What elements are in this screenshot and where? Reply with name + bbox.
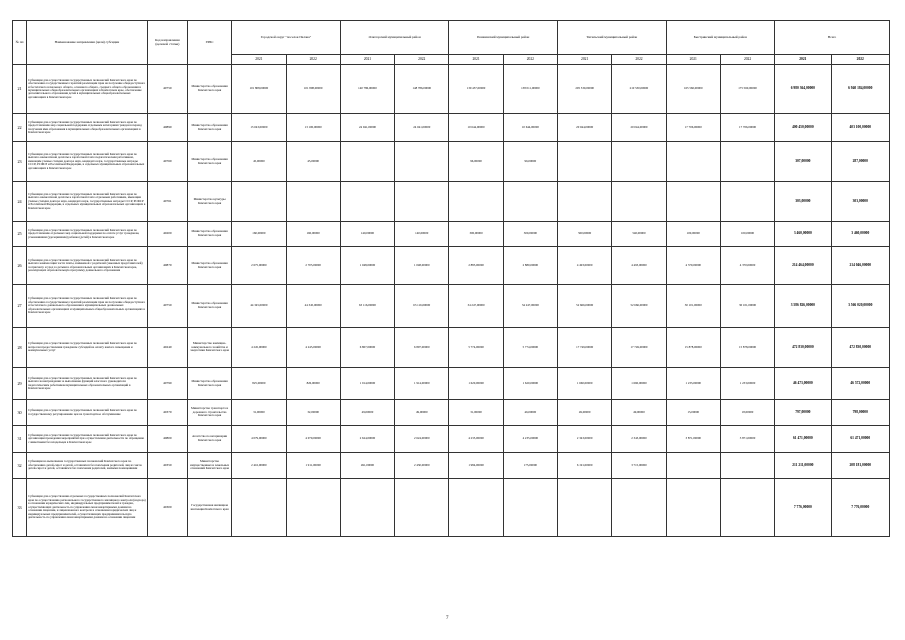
row-value: 49,00000: [612, 400, 666, 426]
table-body: [13, 65, 890, 537]
row-total: 214 046,00000: [831, 247, 890, 285]
row-total: 3 586 826,00000: [775, 285, 831, 328]
row-value: 160,00000: [286, 222, 340, 247]
row-value: [340, 479, 394, 537]
row-code: 40870: [147, 247, 187, 285]
row-total: 472 830,00000: [775, 328, 831, 368]
year-header: 2022: [395, 55, 449, 65]
row-value: 52 666,00000: [612, 285, 666, 328]
row-value: [340, 142, 394, 182]
row-value: 17 749,00000: [558, 328, 612, 368]
row-value: 63 116,00000: [395, 285, 449, 328]
row-value: 3 871,00000: [720, 426, 774, 453]
row-value: 1 984,00000: [449, 453, 503, 479]
year-header: 2022: [720, 55, 774, 65]
row-value: [395, 479, 449, 537]
row-number: 23: [13, 142, 27, 182]
row-value: 1 914,00000: [395, 368, 449, 400]
row-value: 17 706,00000: [720, 114, 774, 142]
row-value: 4 370,00000: [666, 247, 720, 285]
row-value: 138 011,00000: [503, 65, 557, 114]
row-value: [720, 479, 774, 537]
row-subsidy-name: Субвенции для осуществления государственных полномочий Камчатского края по выплате компенсации части платы, взимаемой с родителей (законных представителей) за присмотр и уход за детьми в образовательных организациях в Камчатском крае, реализующих образовательную программу дошкольного образования: [27, 247, 148, 285]
row-subsidy-name: Субвенции для осуществления государственных полномочий Камчатского края по обеспечению государственных гарантий реализации прав на получение общедоступного и бесплатного начального общего, основного общего, среднего общего образования в муниципальных общеобразовательных организациях в Камчатском крае, обеспечение дополнительного образования детей в муниципальных общеобразовательных организациях в Камчатском крае: [27, 65, 148, 114]
row-value: 6 191,00000: [558, 453, 612, 479]
row-total: 61 471,00000: [831, 426, 890, 453]
row-value: 10 644,00000: [449, 114, 503, 142]
row-code: 40300: [147, 479, 187, 537]
row-total: 7 776,00000: [831, 479, 890, 537]
table-row: [13, 285, 890, 328]
row-value: 49,00000: [340, 400, 394, 426]
row-value: 175 560,00000: [720, 65, 774, 114]
row-value: [720, 142, 774, 182]
row-number: 32: [13, 453, 27, 479]
row-value: 4 079,00000: [286, 426, 340, 453]
row-value: 140 786,00000: [340, 65, 394, 114]
row-grbs: Агентство по ветеринарии Камчатского края: [187, 426, 231, 453]
row-value: 2 705,00000: [286, 247, 340, 285]
row-value: 140,00000: [395, 222, 449, 247]
row-total: 7 776,00000: [775, 479, 831, 537]
row-value: 140,00000: [340, 222, 394, 247]
row-code: 40750: [147, 65, 187, 114]
row-value: 13 043,00000: [232, 114, 286, 142]
row-value: 491,00000: [340, 453, 394, 479]
row-total: 303,00000: [831, 182, 890, 222]
row-total: 6 940 184,00000: [831, 65, 890, 114]
row-value: 1 911,00000: [286, 453, 340, 479]
row-subsidy-name: Субвенции для осуществления государственных полномочий Камчатского края по организации проведения мероприятий при осуществлении деятельности по обращению с животными без владельцев в Камчатском крае: [27, 426, 148, 453]
row-value: 300,00000: [449, 222, 503, 247]
row-value: 4 245,00000: [286, 328, 340, 368]
row-value: [558, 142, 612, 182]
row-value: 165 560,00000: [666, 65, 720, 114]
row-value: 1 048,00000: [395, 247, 449, 285]
row-value: 4 235,00000: [449, 426, 503, 453]
year-header: 2021: [232, 55, 286, 65]
row-grbs: Министерство образования Камчатского края: [187, 65, 231, 114]
row-value: 1 660,00000: [558, 368, 612, 400]
budget-table-sheet: [12, 20, 890, 537]
row-value: 32,00000: [286, 400, 340, 426]
row-value: 24 041,00000: [340, 114, 394, 142]
table-row: [13, 247, 890, 285]
row-value: 1 914,00000: [340, 368, 394, 400]
row-grbs: Министерство образования Камчатского края: [187, 142, 231, 182]
row-value: [612, 142, 666, 182]
year-header: 2021: [666, 55, 720, 65]
row-subsidy-name: Субвенции для осуществления государственных полномочий Камчатского края по выплате ежемесячной доплаты к заработной плате отдельным работникам, имеющим ученые степени доктора наук, кандидата наук, государственные награды СССР, РСФСР и Российской Федерации, в отдельных муниципальных образовательных организациях в Камчатском крае: [27, 182, 148, 222]
row-value: 100,00000: [720, 222, 774, 247]
row-value: 4 493,00000: [612, 247, 666, 285]
row-value: 101 808,00000: [286, 65, 340, 114]
row-total: 400 450,00000: [775, 114, 831, 142]
row-value: 6 807,00000: [340, 328, 394, 368]
year-header: 2022: [612, 55, 666, 65]
year-header: 2022: [286, 55, 340, 65]
row-value: [666, 453, 720, 479]
row-value: 30 101,00000: [720, 285, 774, 328]
row-value: 2 624,00000: [395, 426, 449, 453]
row-value: [232, 479, 286, 537]
row-number: 25: [13, 222, 27, 247]
row-value: [449, 479, 503, 537]
table-row: [13, 453, 890, 479]
row-code: 40800: [147, 426, 187, 453]
row-value: [286, 182, 340, 222]
row-value: 45,00000: [286, 142, 340, 182]
table-row: [13, 479, 890, 537]
row-code: 40761: [147, 182, 187, 222]
row-value: 31,00000: [449, 400, 503, 426]
row-total: 3 460,00000: [775, 222, 831, 247]
row-value: [340, 182, 394, 222]
row-value: 3 871,00000: [666, 426, 720, 453]
row-subsidy-name: Субвенции для осуществления государственных полномочий Камчатского края по предоставлению мер социальной поддержки отдельным категориям граждан в период получения ими образования в муниципальных общеобразовательных организациях в Камчатском крае: [27, 114, 148, 142]
row-value: 5 774,00000: [449, 328, 503, 368]
row-subsidy-name: Субвенции для осуществления государственных полномочий Камчатского края по вопросам предоставления гражданам субсидий на оплату жилого помещения и коммунальных услуг: [27, 328, 148, 368]
row-value: [286, 479, 340, 537]
row-value: 4 370,00000: [720, 247, 774, 285]
row-code: 40370: [147, 400, 187, 426]
row-total: 46 473,00000: [775, 368, 831, 400]
row-value: 2 675,00000: [232, 247, 286, 285]
row-value: 2 624,00000: [340, 426, 394, 453]
row-value: 826,00000: [286, 368, 340, 400]
table-row: [13, 142, 890, 182]
year-header: 2021: [449, 55, 503, 65]
row-number: 22: [13, 114, 27, 142]
row-value: 2 343,00000: [612, 426, 666, 453]
row-total: 3 566 020,00000: [831, 285, 890, 328]
row-value: [558, 479, 612, 537]
row-grbs: Министерство образования Камчатского края: [187, 285, 231, 328]
col-header-grbs: ГРБС: [187, 21, 231, 65]
row-value: [612, 479, 666, 537]
row-number: 30: [13, 400, 27, 426]
row-total: 214 464,00000: [775, 247, 831, 285]
row-value: [395, 142, 449, 182]
col-header-penzhinsky: Пенжинский муниципальный район: [449, 21, 558, 55]
row-value: 1 620,00000: [503, 368, 557, 400]
row-value: [720, 182, 774, 222]
row-number: 26: [13, 247, 27, 285]
row-value: 17 706,00000: [666, 114, 720, 142]
row-value: 205 530,00000: [558, 65, 612, 114]
row-number: 33: [13, 479, 27, 537]
row-value: 15 878,00000: [720, 328, 774, 368]
row-value: 45,00000: [232, 142, 286, 182]
row-number: 24: [13, 182, 27, 222]
row-total: 797,00000: [775, 400, 831, 426]
table-row: [13, 65, 890, 114]
row-code: 40350: [147, 453, 187, 479]
year-header: 2021: [340, 55, 394, 65]
row-code: 40750: [147, 285, 187, 328]
row-number: 31: [13, 426, 27, 453]
row-value: 2 343,00000: [558, 426, 612, 453]
row-value: 175,00000: [503, 453, 557, 479]
row-value: [612, 182, 666, 222]
row-grbs: Государственная жилищная инспекция Камчатского края: [187, 479, 231, 537]
row-value: 15 878,00000: [666, 328, 720, 368]
row-value: 139 457,00000: [449, 65, 503, 114]
row-number: 27: [13, 285, 27, 328]
row-value: 17 749,00000: [612, 328, 666, 368]
row-value: [720, 453, 774, 479]
row-value: 2 883,00000: [449, 247, 503, 285]
row-value: 1 660,00000: [612, 368, 666, 400]
table-row: [13, 426, 890, 453]
col-header-total: Всего: [775, 21, 890, 55]
row-value: 63 116,00000: [340, 285, 394, 328]
row-value: 44 345,00000: [232, 285, 286, 328]
row-value: 160,00000: [232, 222, 286, 247]
row-value: 20 044,00000: [558, 114, 612, 142]
row-value: 148 786,00000: [395, 65, 449, 114]
row-value: [449, 182, 503, 222]
row-grbs: Министерство транспорта и дорожного строительства Камчатского края: [187, 400, 231, 426]
row-total: 303,00000: [775, 182, 831, 222]
row-number: 28: [13, 328, 27, 368]
row-grbs: Министерство культуры Камчатского края: [187, 182, 231, 222]
col-header-num: № пп: [13, 21, 27, 65]
row-value: 101 808,00000: [232, 65, 286, 114]
row-value: 1 233,00000: [666, 368, 720, 400]
row-value: 44 345,00000: [286, 285, 340, 328]
row-total: 287,00000: [831, 142, 890, 182]
table-row: [13, 114, 890, 142]
col-header-olyutorsky: Олюторский муниципальный район: [340, 21, 449, 55]
row-value: 6 807,00000: [395, 328, 449, 368]
row-number: 21: [13, 65, 27, 114]
col-header-tigilsky: Тигильский муниципальный район: [558, 21, 667, 55]
row-grbs: Министерство образования Камчатского края: [187, 368, 231, 400]
row-value: 13 100,00000: [286, 114, 340, 142]
header-row-groups: [13, 21, 890, 55]
col-header-bystrinsky: Быстринский муниципальный район: [666, 21, 775, 55]
row-value: 540,00000: [612, 222, 666, 247]
row-value: [232, 182, 286, 222]
row-code: 40240: [147, 328, 187, 368]
year-header: 2021: [558, 55, 612, 65]
row-subsidy-name: Субвенции для осуществления отдельных государственных полномочий Камчатского края по осуществлению регионального государственного жилищного контроля (надзора) в отношении юридических лиц, индивидуальных предпринимателей и граждан, осуществляющих деятельность по управлению многоквартирными домами на основании лицензии, и лицензионного контроля в отношении юридических лиц и индивидуальных предпринимателей, осуществляющих предпринимательскую деятельность по управлению многоквартирными домами на основании лицензии: [27, 479, 148, 537]
row-subsidy-name: Субвенции для осуществления государственных полномочий Камчатского края по предоставлению отдельных мер социальной поддержки по оплате услуг гражданам, усыновившим (удочерившим) ребенка (детей) в Камчатском крае: [27, 222, 148, 247]
total-year-header: 2021: [775, 55, 831, 65]
row-subsidy-name: Субвенции на выполнение государственных полномочий Камчатского края по обеспечению детей-сирот и детей, оставшихся без попечения родителей, лиц из числа детей-сирот и детей, оставшихся без попечения родителей, жилыми помещениями: [27, 453, 148, 479]
row-total: 211 211,00000: [775, 453, 831, 479]
row-value: 31,00000: [232, 400, 286, 426]
col-header-code: Код направления (целевой статьи): [147, 21, 187, 65]
subvention-table: [12, 20, 890, 537]
row-value: 100,00000: [666, 222, 720, 247]
row-code: 40200: [147, 222, 187, 247]
row-value: 30 101,00000: [666, 285, 720, 328]
row-value: 1 233,00000: [720, 368, 774, 400]
row-value: 96,00000: [503, 142, 557, 182]
row-value: 2 880,00000: [503, 247, 557, 285]
table-row: [13, 400, 890, 426]
row-value: 20 044,00000: [612, 114, 666, 142]
row-value: 3 715,00000: [612, 453, 666, 479]
row-value: 34 247,00000: [449, 285, 503, 328]
row-value: 5 774,00000: [503, 328, 557, 368]
row-value: [503, 479, 557, 537]
row-value: 46,00000: [503, 400, 557, 426]
row-value: 52 666,00000: [558, 285, 612, 328]
row-subsidy-name: Субвенции для осуществления государственных полномочий Камчатского края по государственному регулированию цен на транспортное обслуживание: [27, 400, 148, 426]
row-value: 4 493,00000: [558, 247, 612, 285]
row-value: 10 644,00000: [503, 114, 557, 142]
row-total: 472 830,00000: [831, 328, 890, 368]
row-value: 500,00000: [558, 222, 612, 247]
row-grbs: Министерство жилищно-коммунального хозяйства и энергетики Камчатского края: [187, 328, 231, 368]
row-value: 2 416,00000: [232, 453, 286, 479]
row-code: 40890: [147, 114, 187, 142]
row-total: 403 100,00000: [831, 114, 890, 142]
table-row: [13, 328, 890, 368]
row-value: [395, 182, 449, 222]
row-value: 49,00000: [558, 400, 612, 426]
row-value: 15,00000: [666, 400, 720, 426]
row-grbs: Министерство имущественных и земельных отношений Камчатского края: [187, 453, 231, 479]
row-number: 29: [13, 368, 27, 400]
year-header: 2022: [503, 55, 557, 65]
row-total: 3 460,00000: [831, 222, 890, 247]
table-row: [13, 368, 890, 400]
row-value: 825,00000: [232, 368, 286, 400]
row-value: 210 530,00000: [612, 65, 666, 114]
row-total: 6 980 364,00000: [775, 65, 831, 114]
row-value: 4 245,00000: [232, 328, 286, 368]
row-value: [503, 182, 557, 222]
table-row: [13, 182, 890, 222]
row-value: [666, 182, 720, 222]
row-value: 18,00000: [720, 400, 774, 426]
row-value: 96,00000: [449, 142, 503, 182]
col-header-name: Наименование направления (цели) субсидии: [27, 21, 148, 65]
row-value: 4 235,00000: [503, 426, 557, 453]
table-row: [13, 222, 890, 247]
row-value: 1 620,00000: [449, 368, 503, 400]
row-total: 798,00000: [831, 400, 890, 426]
row-grbs: Министерство образования Камчатского края: [187, 247, 231, 285]
row-value: [666, 142, 720, 182]
row-subsidy-name: Субвенции для осуществления государственных полномочий Камчатского края по обеспечению государственных гарантий реализации прав на получение общедоступного и бесплатного дошкольного образования в муниципальных дошкольных образовательных организациях и муниципальных общеобразовательных организациях в Камчатском крае: [27, 285, 148, 328]
row-value: 1 048,00000: [340, 247, 394, 285]
row-total: 307,00000: [775, 142, 831, 182]
row-grbs: Министерство образования Камчатского края: [187, 114, 231, 142]
row-value: 34 247,00000: [503, 285, 557, 328]
row-value: 49,00000: [395, 400, 449, 426]
row-subsidy-name: Субвенции для осуществления государственных полномочий Камчатского края по выплате вознаграждения за выполнение функций классного руководителя педагогическим работникам муниципальных образовательных организаций в Камчатском крае: [27, 368, 148, 400]
row-code: 40760: [147, 142, 187, 182]
row-value: 300,00000: [503, 222, 557, 247]
row-value: 2 430,00000: [395, 453, 449, 479]
row-value: 4 079,00000: [232, 426, 286, 453]
row-value: [558, 182, 612, 222]
row-value: [666, 479, 720, 537]
row-total: 208 181,00000: [831, 453, 890, 479]
page-number: 7: [446, 616, 449, 621]
col-header-palana: Городской округ "поселок Палана": [232, 21, 341, 55]
total-year-header: 2022: [831, 55, 890, 65]
row-total: 46 572,00000: [831, 368, 890, 400]
row-total: 61 471,00000: [775, 426, 831, 453]
row-subsidy-name: Субвенции для осуществления государственных полномочий Камчатского края по выплате ежемесячной доплаты к заработной плате педагогическим работникам, имеющим ученые степени доктора наук, кандидата наук, государственные награды СССР, РСФСР и Российской Федерации, в отдельных муниципальных образовательных организациях в Камчатском крае: [27, 142, 148, 182]
row-code: 40790: [147, 368, 187, 400]
row-grbs: Министерство образования Камчатского края: [187, 222, 231, 247]
row-value: 24 041,00000: [395, 114, 449, 142]
